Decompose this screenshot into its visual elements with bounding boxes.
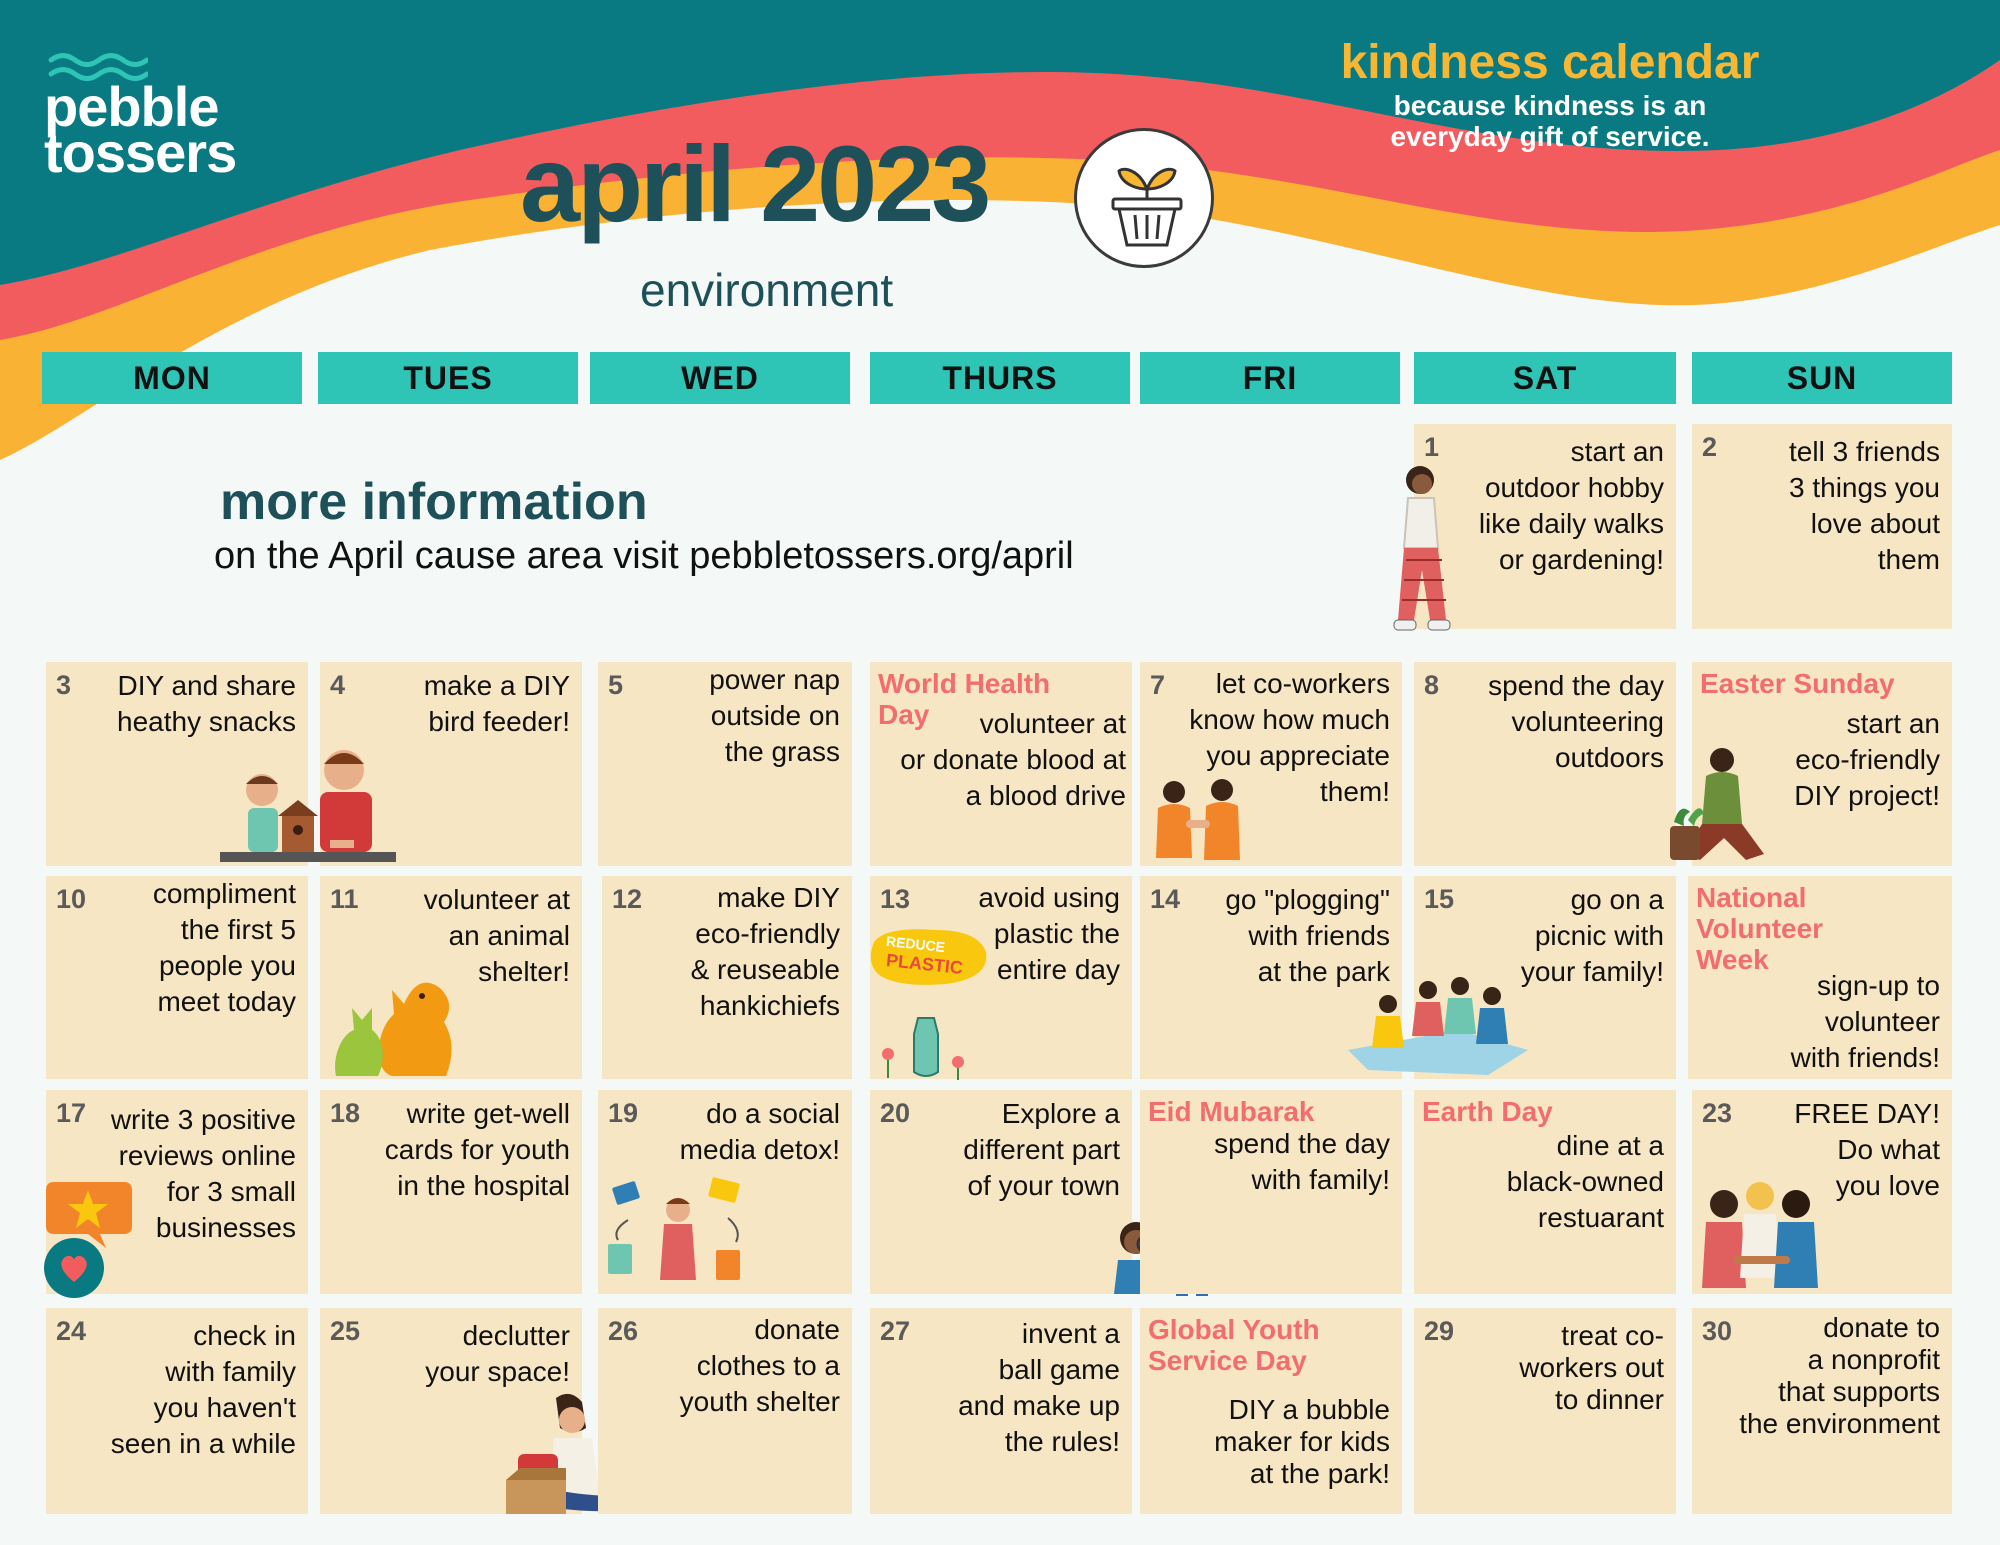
day-number: 8 bbox=[1424, 670, 1440, 700]
day-task: FREE DAY! Do what you love bbox=[1794, 1098, 1940, 1201]
day-cell-22 bbox=[1414, 1090, 1676, 1294]
sprout-in-bin-icon bbox=[1099, 149, 1195, 249]
reduce-plastic-text-2: PLASTIC bbox=[885, 950, 964, 978]
day-cell-28 bbox=[1140, 1308, 1402, 1514]
more-info-text: on the April cause area visit pebbletossers.org/april bbox=[214, 535, 1074, 577]
day-cell-29 bbox=[1414, 1308, 1676, 1514]
day-number: 27 bbox=[880, 1316, 911, 1346]
day-cell-8 bbox=[1414, 662, 1676, 866]
holiday-label: Global Youth Service Day bbox=[1148, 1314, 1320, 1376]
day-number: 17 bbox=[56, 1098, 87, 1128]
day-number: 2 bbox=[1702, 432, 1718, 462]
holiday-label: Earth Day bbox=[1422, 1096, 1553, 1127]
reduce-plastic-illustration bbox=[866, 922, 996, 1082]
day-task: go on a picnic with your family! bbox=[1520, 884, 1664, 987]
day-task: DIY and share heathy snacks bbox=[117, 670, 296, 737]
holiday-label: Easter Sunday bbox=[1700, 668, 1895, 699]
theme-badge bbox=[1074, 128, 1214, 268]
day-task: donate to a nonprofit that supports the environment bbox=[1739, 1312, 1940, 1439]
day-task: invent a ball game and make up the rules! bbox=[958, 1318, 1120, 1457]
day-number: 7 bbox=[1150, 670, 1166, 700]
day-task: volunteer at an animal shelter! bbox=[423, 884, 570, 987]
day-task: write 3 positive reviews online for 3 small businesses bbox=[110, 1104, 296, 1243]
day-task: declutter your space! bbox=[425, 1320, 570, 1387]
day-cell-2 bbox=[1692, 424, 1952, 629]
more-info-title: more information bbox=[220, 473, 648, 531]
day-task: go "plogging" with friends at the park bbox=[1225, 884, 1390, 987]
day-task: check in with family you haven't seen in a while bbox=[110, 1320, 296, 1459]
month-title: april 2023 bbox=[520, 123, 989, 244]
coworkers-illustration bbox=[1148, 776, 1248, 866]
day-number: 3 bbox=[56, 670, 72, 700]
day-number: 1 bbox=[1424, 432, 1440, 462]
day-task: do a social media detox! bbox=[679, 1098, 840, 1165]
day-task: make DIY eco-friendly & reuseable hankichiefs bbox=[690, 882, 840, 1021]
weekday-mon: MON bbox=[42, 352, 302, 404]
day-number: 23 bbox=[1702, 1098, 1733, 1128]
day-cell-16 bbox=[1688, 876, 1952, 1079]
day-cell-18 bbox=[320, 1090, 582, 1294]
theme-label: environment bbox=[640, 264, 894, 316]
day-task: tell 3 friends 3 things you love about them bbox=[1789, 436, 1940, 575]
day-cell-26 bbox=[598, 1308, 852, 1514]
brand-title: kindness calendar bbox=[1340, 36, 1760, 89]
day-task: start an eco-friendly DIY project! bbox=[1794, 708, 1940, 811]
day-cell-20 bbox=[870, 1090, 1132, 1294]
holiday-label: National Volunteer Week bbox=[1696, 882, 1824, 975]
day-task: spend the day with family! bbox=[1214, 1128, 1390, 1195]
day-number: 24 bbox=[56, 1316, 87, 1346]
day-number: 5 bbox=[608, 670, 624, 700]
day-task: sign-up to volunteer with friends! bbox=[1790, 970, 1940, 1073]
day-number: 25 bbox=[330, 1316, 361, 1346]
holiday-label: Eid Mubarak bbox=[1148, 1096, 1315, 1127]
friends-together-illustration bbox=[1694, 1178, 1824, 1290]
more-info bbox=[214, 472, 1314, 580]
day-number: 20 bbox=[880, 1098, 911, 1128]
picnic-illustration bbox=[1348, 970, 1528, 1075]
review-speech-bubbles-illustration bbox=[40, 1178, 136, 1300]
day-number: 4 bbox=[330, 670, 346, 700]
day-task: make a DIY bird feeder! bbox=[423, 670, 570, 737]
weekday-fri: FRI bbox=[1140, 352, 1400, 404]
day-cell-27 bbox=[870, 1308, 1132, 1514]
day-number: 19 bbox=[608, 1098, 639, 1128]
day-task: spend the day volunteering outdoors bbox=[1488, 670, 1664, 773]
weekday-wed: WED bbox=[590, 352, 850, 404]
day-cell-21 bbox=[1140, 1090, 1402, 1294]
holiday-label: World Health Day bbox=[878, 668, 1051, 730]
cat-and-dog-illustration bbox=[332, 960, 462, 1080]
weekday-sat: SAT bbox=[1414, 352, 1676, 404]
day-task: donate clothes to a youth shelter bbox=[679, 1314, 840, 1417]
day-task: power nap outside on the grass bbox=[709, 664, 840, 767]
brand-block bbox=[1240, 36, 1860, 152]
day-task: DIY a bubble maker for kids at the park! bbox=[1214, 1394, 1390, 1489]
day-task: avoid using plastic the entire day bbox=[978, 882, 1120, 985]
day-number: 11 bbox=[330, 884, 359, 914]
day-number: 29 bbox=[1424, 1316, 1455, 1346]
day-number: 14 bbox=[1150, 884, 1181, 914]
day-cell-10 bbox=[46, 876, 308, 1079]
day-cell-6 bbox=[870, 662, 1132, 866]
day-number: 18 bbox=[330, 1098, 361, 1128]
day-task: compliment the first 5 people you meet today bbox=[152, 878, 296, 1017]
day-task: Explore a different part of your town bbox=[963, 1098, 1120, 1201]
social-media-detox-illustration bbox=[608, 1170, 748, 1290]
walking-woman-illustration bbox=[1380, 460, 1460, 640]
day-cell-24 bbox=[46, 1308, 308, 1514]
weekday-sun: SUN bbox=[1692, 352, 1952, 404]
day-cell-5 bbox=[598, 662, 852, 866]
brand-subtitle-line1: because kindness is an bbox=[1393, 90, 1707, 121]
day-number: 10 bbox=[56, 884, 87, 914]
weekday-thu: THURS bbox=[870, 352, 1130, 404]
day-cell-12 bbox=[602, 876, 852, 1079]
day-cell-30 bbox=[1692, 1308, 1952, 1514]
reduce-plastic-text-1: REDUCE bbox=[885, 932, 946, 956]
day-task: write get-well cards for youth in the hospital bbox=[384, 1098, 570, 1201]
day-number: 15 bbox=[1424, 884, 1455, 914]
day-number: 30 bbox=[1702, 1316, 1733, 1346]
day-number: 13 bbox=[880, 884, 911, 914]
weekday-tue: TUES bbox=[318, 352, 578, 404]
day-number: 12 bbox=[612, 884, 643, 914]
day-number: 26 bbox=[608, 1316, 639, 1346]
logo bbox=[44, 50, 264, 184]
day-task: let co-workers know how much you appreciate them! bbox=[1189, 668, 1390, 807]
brand-subtitle-line2: everyday gift of service. bbox=[1390, 121, 1710, 152]
gardening-woman-illustration bbox=[1660, 742, 1770, 866]
day-task: treat co- workers out to dinner bbox=[1519, 1320, 1664, 1415]
birdhouse-family-illustration bbox=[220, 740, 400, 866]
day-task: start an outdoor hobby like daily walks or gardening! bbox=[1478, 436, 1664, 575]
logo-text-line1: pebble bbox=[44, 75, 219, 138]
logo-text-line2: tossers bbox=[44, 121, 237, 184]
day-task: volunteer at or donate blood at a blood drive bbox=[900, 708, 1126, 811]
day-task: dine at a black-owned restuarant bbox=[1506, 1130, 1664, 1233]
